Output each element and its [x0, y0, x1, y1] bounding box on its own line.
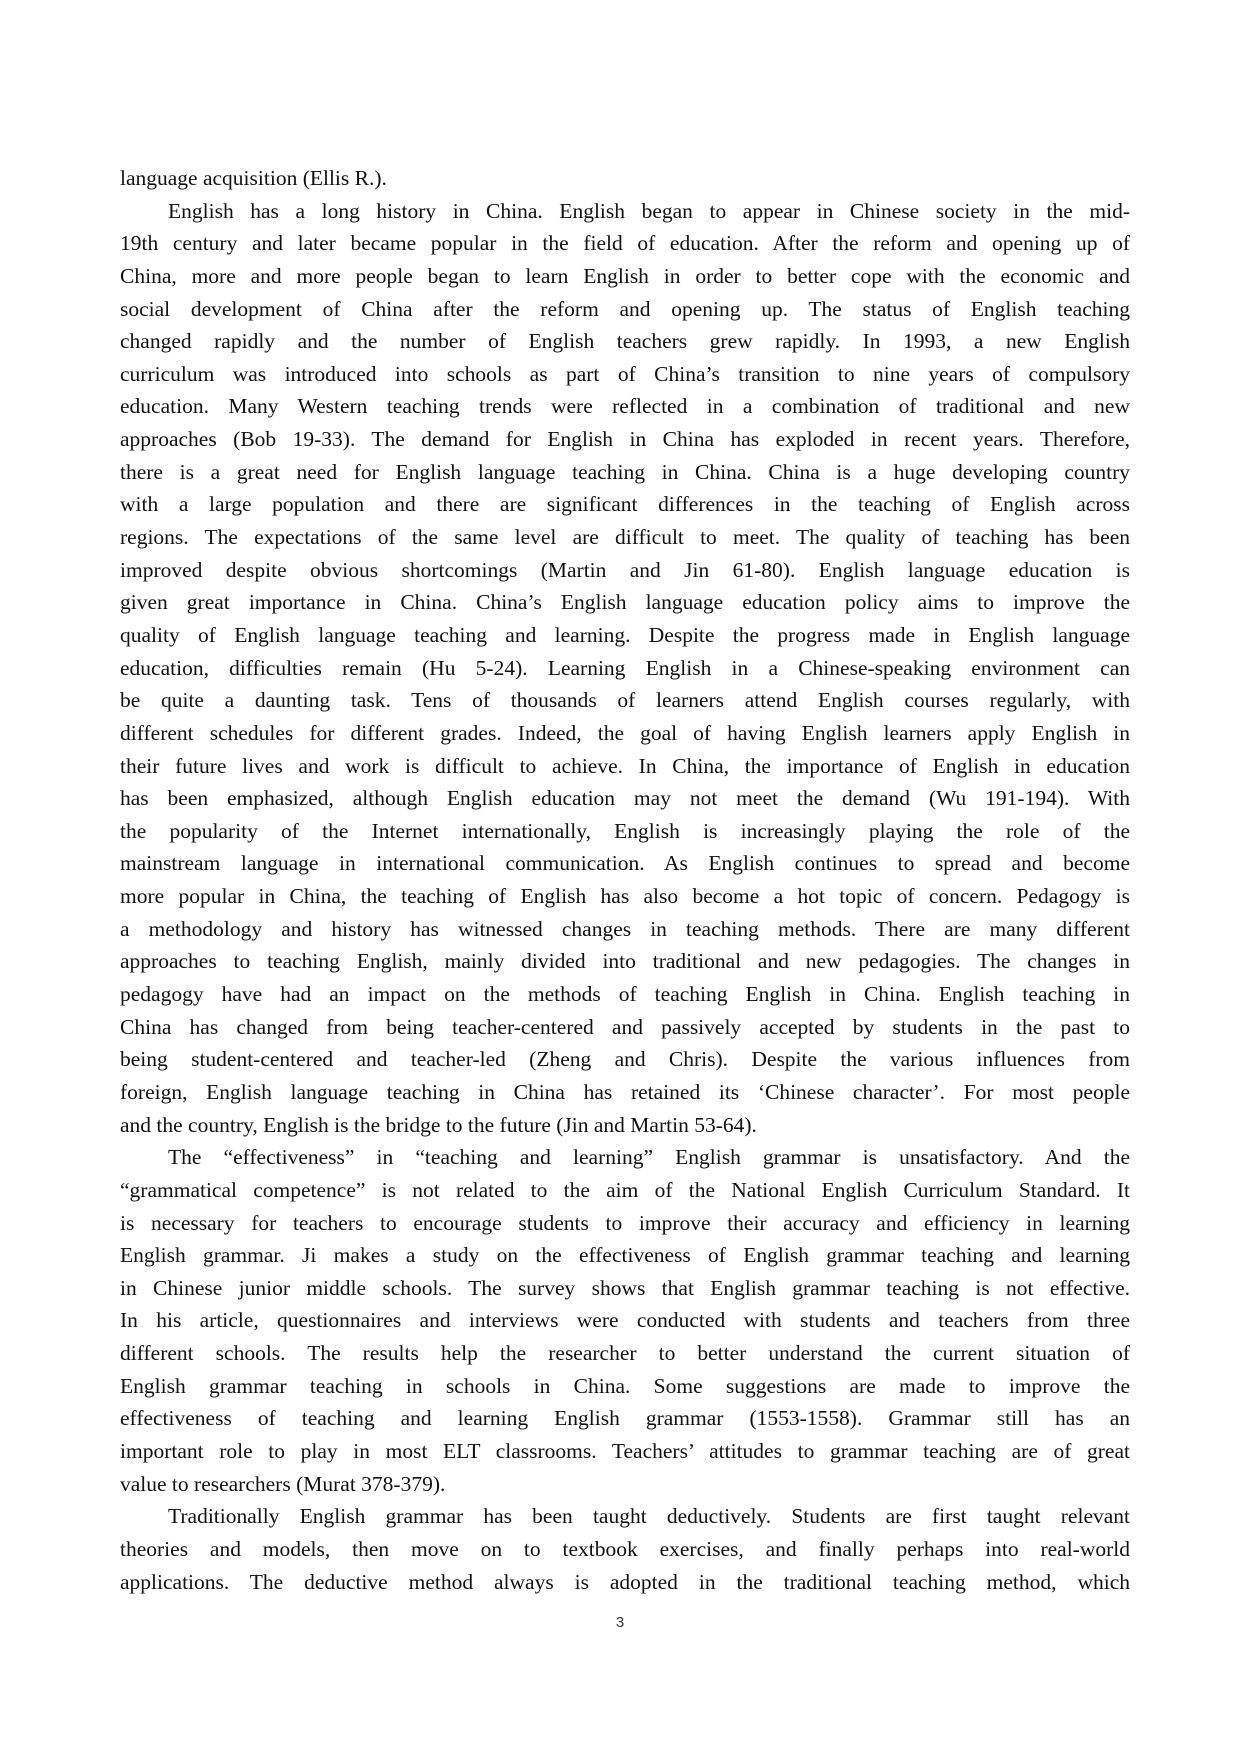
text-line: being student-centered and teacher-led (Zheng and Chris). Despite the various influences from	[120, 1047, 1130, 1072]
text-line: English grammar. Ji makes a study on the effectiveness of English grammar teaching and learning	[120, 1243, 1130, 1268]
page-number: 3	[615, 1614, 625, 1631]
text-line: in Chinese junior middle schools. The survey shows that English grammar teaching is not effective.	[120, 1275, 1130, 1300]
text-line: China has changed from being teacher-centered and passively accepted by students in the past to	[120, 1014, 1130, 1039]
text-line: a methodology and history has witnessed changes in teaching methods. There are many different	[120, 916, 1130, 941]
text-line: applications. The deductive method always is adopted in the traditional teaching method, which	[120, 1569, 1130, 1594]
text-line: The “effectiveness” in “teaching and learning” English grammar is unsatisfactory. And the	[168, 1145, 1130, 1170]
text-line: China, more and more people began to learn English in order to better cope with the economic and	[120, 263, 1130, 288]
document-body	[120, 162, 1130, 1598]
text-line: Traditionally English grammar has been taught deductively. Students are first taught relevant	[168, 1504, 1130, 1529]
paragraph	[120, 195, 1130, 1142]
text-line: given great importance in China. China’s English language education policy aims to improve the	[120, 590, 1130, 615]
text-line: mainstream language in international communication. As English continues to spread and become	[120, 851, 1130, 876]
text-line: pedagogy have had an impact on the methods of teaching English in China. English teaching in	[120, 982, 1130, 1007]
text-line: “grammatical competence” is not related to the aim of the National English Curriculum Standard. It	[120, 1177, 1130, 1202]
text-line: different schedules for different grades. Indeed, the goal of having English learners apply English in	[120, 720, 1130, 745]
text-line: changed rapidly and the number of English teachers grew rapidly. In 1993, a new English	[120, 329, 1130, 354]
text-line: and the country, English is the bridge to the future (Jin and Martin 53-64).	[120, 1112, 757, 1137]
text-line: education. Many Western teaching trends were reflected in a combination of traditional and new	[120, 394, 1130, 419]
text-line: quality of English language teaching and learning. Despite the progress made in English language	[120, 622, 1130, 647]
text-line: curriculum was introduced into schools as part of China’s transition to nine years of compulsory	[120, 361, 1130, 386]
text-line: theories and models, then move on to textbook exercises, and finally perhaps into real-world	[120, 1536, 1130, 1561]
text-line: foreign, English language teaching in China has retained its ‘Chinese character’. For most people	[120, 1079, 1130, 1104]
text-line: the popularity of the Internet internationally, English is increasingly playing the role of the	[120, 818, 1130, 843]
text-line: there is a great need for English language teaching in China. China is a huge developing country	[120, 459, 1130, 484]
text-line: important role to play in most ELT classrooms. Teachers’ attitudes to grammar teaching are of great	[120, 1438, 1130, 1463]
text-line: more popular in China, the teaching of English has also become a hot topic of concern. Pedagogy is	[120, 884, 1130, 909]
text-line: English has a long history in China. English began to appear in Chinese society in the mid-	[168, 198, 1130, 223]
text-line: improved despite obvious shortcomings (Martin and Jin 61-80). English language education is	[120, 557, 1130, 582]
text-line: with a large population and there are significant differences in the teaching of English across	[120, 492, 1130, 517]
paragraph	[120, 1500, 1130, 1598]
text-line: education, difficulties remain (Hu 5-24). Learning English in a Chinese-speaking environment can	[120, 655, 1130, 680]
text-line: be quite a daunting task. Tens of thousands of learners attend English courses regularly, with	[120, 688, 1130, 713]
text-line: their future lives and work is difficult to achieve. In China, the importance of English in education	[120, 753, 1130, 778]
text-line: regions. The expectations of the same level are difficult to meet. The quality of teaching has been	[120, 525, 1130, 550]
paragraph	[120, 162, 1130, 195]
text-line: approaches (Bob 19-33). The demand for English in China has exploded in recent years. Therefore,	[120, 427, 1130, 452]
text-line: effectiveness of teaching and learning English grammar (1553-1558). Grammar still has an	[120, 1406, 1130, 1431]
text-line: In his article, questionnaires and interviews were conducted with students and teachers from three	[120, 1308, 1130, 1333]
text-line: value to researchers (Murat 378-379).	[120, 1471, 446, 1496]
text-line: approaches to teaching English, mainly divided into traditional and new pedagogies. The changes in	[120, 949, 1130, 974]
text-line: is necessary for teachers to encourage students to improve their accuracy and efficiency in learning	[120, 1210, 1130, 1235]
text-line: 19th century and later became popular in the field of education. After the reform and opening up of	[120, 231, 1130, 256]
text-line: social development of China after the reform and opening up. The status of English teaching	[120, 296, 1130, 321]
paragraph	[120, 1141, 1130, 1500]
text-line: different schools. The results help the researcher to better understand the current situation of	[120, 1341, 1130, 1366]
text-line: has been emphasized, although English education may not meet the demand (Wu 191-194). With	[120, 786, 1130, 811]
text-line: language acquisition (Ellis R.).	[120, 166, 387, 190]
text-line: English grammar teaching in schools in China. Some suggestions are made to improve the	[120, 1373, 1130, 1398]
